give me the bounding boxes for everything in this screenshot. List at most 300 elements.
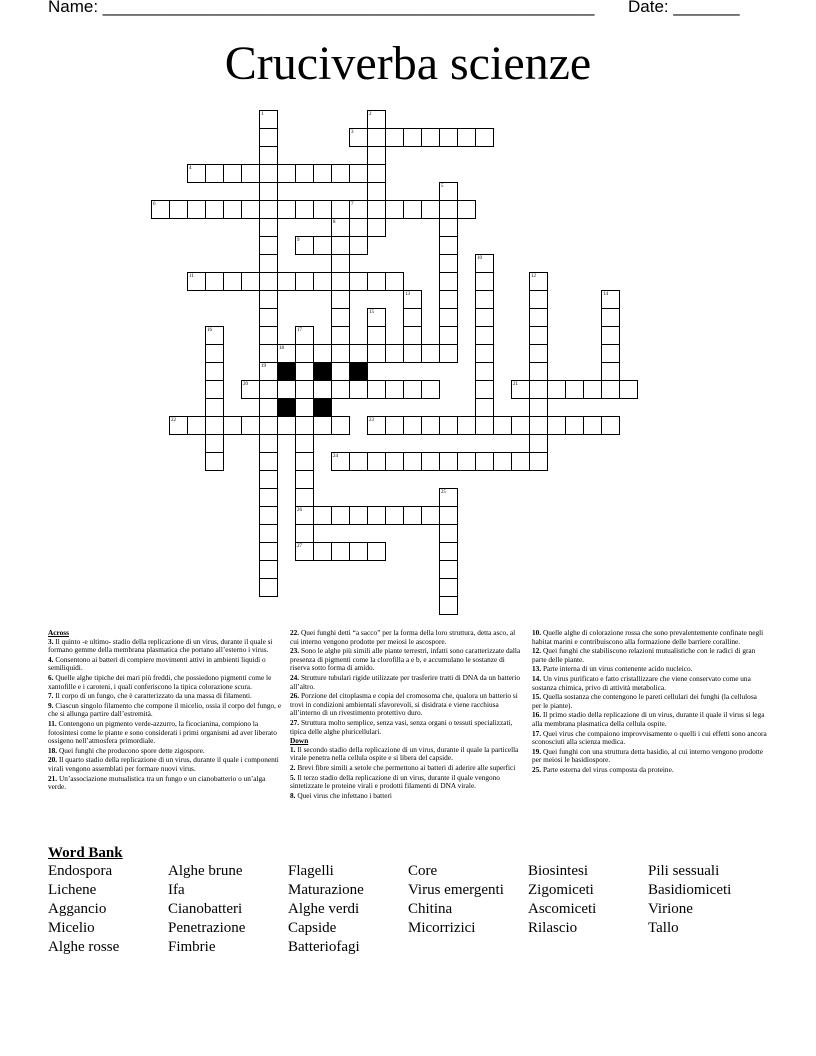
- grid-cell[interactable]: [349, 452, 368, 471]
- clue-number: 21: [513, 382, 518, 387]
- grid-cell[interactable]: [439, 542, 458, 561]
- clues-column-2: [290, 629, 524, 801]
- grid-cell[interactable]: [547, 416, 566, 435]
- word-bank-item: Virione: [648, 901, 693, 917]
- grid-cell[interactable]: [385, 452, 404, 471]
- grid-cell[interactable]: [313, 236, 332, 255]
- grid-cell[interactable]: [259, 146, 278, 165]
- grid-cell[interactable]: [277, 380, 296, 399]
- clue-text: Struttura molto semplice, senza vasi, senza organi o tessuti specializzati, tipica delle alghe pluricellulari.: [290, 717, 513, 736]
- grid-cell[interactable]: [259, 218, 278, 237]
- grid-cell[interactable]: [223, 200, 242, 219]
- clue-number-label: 19.: [532, 746, 542, 756]
- grid-cell[interactable]: [421, 128, 440, 147]
- grid-cell[interactable]: [205, 452, 224, 471]
- grid-cell[interactable]: [349, 344, 368, 363]
- grid-cell[interactable]: [349, 272, 368, 291]
- grid-cell[interactable]: [457, 416, 476, 435]
- grid-cell[interactable]: [205, 164, 224, 183]
- clue-number: 4: [189, 166, 192, 171]
- word-bank-title: Word Bank: [48, 845, 123, 861]
- grid-cell[interactable]: [439, 236, 458, 255]
- word-bank-item: Basidiomiceti: [648, 882, 732, 898]
- grid-cell[interactable]: [601, 326, 620, 345]
- clue-number-label: 13.: [532, 664, 542, 674]
- black-cell: [313, 398, 332, 417]
- grid-cell[interactable]: [439, 272, 458, 291]
- grid-cell[interactable]: [403, 200, 422, 219]
- grid-cell[interactable]: [295, 164, 314, 183]
- clue-item: [290, 746, 524, 763]
- grid-cell[interactable]: [331, 362, 350, 381]
- grid-cell[interactable]: [385, 344, 404, 363]
- clue-text: Il primo stadio della replicazione di un virus, durante il quale il virus si lega alla membrana plasmatica della cellula ospite.: [532, 710, 765, 728]
- grid-cell[interactable]: [349, 236, 368, 255]
- grid-cell[interactable]: [331, 344, 350, 363]
- grid-cell[interactable]: [403, 380, 422, 399]
- grid-cell[interactable]: [421, 344, 440, 363]
- grid-cell[interactable]: [259, 128, 278, 147]
- clue-number: 23: [369, 418, 374, 423]
- grid-cell[interactable]: [367, 272, 386, 291]
- clue-text: Quei virus che infettano i batteri: [297, 790, 392, 800]
- grid-cell[interactable]: [475, 416, 494, 435]
- grid-cell[interactable]: [259, 560, 278, 579]
- grid-cell[interactable]: [331, 326, 350, 345]
- grid-cell[interactable]: [205, 398, 224, 417]
- grid-cell[interactable]: [367, 452, 386, 471]
- grid-cell[interactable]: [223, 272, 242, 291]
- clue-number-label: 17.: [532, 728, 542, 738]
- word-bank-item: Ascomiceti: [528, 901, 597, 917]
- clue-number-label: 4.: [48, 654, 54, 664]
- clue-number: 17: [297, 328, 302, 333]
- word-bank-item: Zigomiceti: [528, 882, 594, 898]
- grid-cell[interactable]: [439, 344, 458, 363]
- grid-cell[interactable]: [295, 380, 314, 399]
- clue-item: [532, 693, 768, 710]
- clue-text: Parte interna di un virus contenente acido nucleico.: [542, 664, 693, 674]
- grid-cell[interactable]: [259, 398, 278, 417]
- word-bank-item: Fimbrie: [168, 939, 216, 955]
- clue-number: 9: [297, 238, 300, 243]
- clue-number-label: 5.: [290, 772, 296, 782]
- clue-text: Brevi fibre simili a setole che permettono ai batteri di aderire alle superfici: [297, 762, 516, 772]
- grid-cell[interactable]: [241, 416, 260, 435]
- grid-cell[interactable]: [259, 524, 278, 543]
- word-bank-item: Ifa: [168, 882, 185, 898]
- grid-cell[interactable]: [475, 128, 494, 147]
- date-field-label: Date: _______: [628, 0, 740, 16]
- clue-text: Sono le alghe più simili alle piante terrestri, infatti sono caratterizzate dalla presenza di pigmenti come la clorofilla a e b, e accumulano le sostanze di riserva sotto forma di amido.: [290, 646, 521, 673]
- grid-cell[interactable]: [313, 380, 332, 399]
- clue-item: [532, 748, 768, 765]
- grid-cell[interactable]: [529, 416, 548, 435]
- grid-cell[interactable]: [601, 380, 620, 399]
- grid-cell[interactable]: [565, 380, 584, 399]
- grid-cell[interactable]: [439, 524, 458, 543]
- clue-number-label: 26.: [290, 691, 300, 701]
- clue-item: [532, 629, 768, 646]
- black-cell: [313, 362, 332, 381]
- clue-number-label: 27.: [290, 717, 300, 727]
- clue-number: 13: [405, 292, 410, 297]
- grid-cell[interactable]: [259, 326, 278, 345]
- grid-cell[interactable]: [367, 542, 386, 561]
- grid-cell[interactable]: [259, 416, 278, 435]
- clue-text: Strutture tubulari rigide utilizzate per trasferire tratti di DNA da un batterio all’altro.: [290, 672, 520, 691]
- clue-text: Quelle alghe tipiche dei mari più freddi, che possiedono pigmenti come le xantofille e i caroteni, i quali conferiscono la tipica colorazione scura.: [48, 672, 272, 691]
- grid-cell[interactable]: [529, 326, 548, 345]
- grid-cell[interactable]: [331, 416, 350, 435]
- word-bank-item: Batteriofagi: [288, 939, 360, 955]
- grid-cell[interactable]: [277, 200, 296, 219]
- grid-cell[interactable]: [295, 452, 314, 471]
- grid-cell[interactable]: [529, 344, 548, 363]
- grid-cell[interactable]: [475, 398, 494, 417]
- grid-cell[interactable]: [259, 470, 278, 489]
- grid-cell[interactable]: [619, 380, 638, 399]
- grid-cell[interactable]: [439, 578, 458, 597]
- grid-cell[interactable]: [421, 506, 440, 525]
- clue-text: Un’associazione mutualistica tra un fungo e un cianobatterio o un’alga verde.: [48, 773, 266, 792]
- name-field-label: Name: ____________________________________________________: [48, 0, 595, 16]
- grid-cell[interactable]: [439, 560, 458, 579]
- clue-text: Il quinto -e ultimo- stadio della replicazione di un virus, durante il quale si formano gemme della membrana plasmatica che portano all’esterno i virus.: [48, 636, 273, 655]
- grid-cell[interactable]: [439, 200, 458, 219]
- grid-cell[interactable]: [295, 488, 314, 507]
- clue-item: [532, 665, 768, 674]
- grid-cell[interactable]: [385, 380, 404, 399]
- grid-cell[interactable]: [403, 308, 422, 327]
- clue-item: [290, 629, 524, 646]
- word-bank-item: Penetrazione: [168, 920, 246, 936]
- clue-item: [532, 711, 768, 728]
- grid-cell[interactable]: [601, 362, 620, 381]
- grid-cell[interactable]: [385, 272, 404, 291]
- clue-number: 15: [369, 310, 374, 315]
- grid-cell[interactable]: [169, 200, 188, 219]
- grid-cell[interactable]: [331, 272, 350, 291]
- grid-cell[interactable]: [259, 200, 278, 219]
- grid-cell[interactable]: [259, 308, 278, 327]
- grid-cell[interactable]: [313, 416, 332, 435]
- word-bank-item: Cianobatteri: [168, 901, 243, 917]
- clue-item: [290, 774, 524, 791]
- grid-cell[interactable]: [331, 200, 350, 219]
- grid-cell[interactable]: [583, 416, 602, 435]
- word-bank-item: Rilascio: [528, 920, 578, 936]
- grid-cell[interactable]: [259, 290, 278, 309]
- grid-cell[interactable]: [187, 416, 206, 435]
- grid-cell[interactable]: [403, 452, 422, 471]
- grid-cell[interactable]: [295, 416, 314, 435]
- clue-text: Porzione del citoplasma e copia del cromosoma che, qualora un batterio si trovi in condizioni ambientali sfavorevoli, si disidrata e viene racchiusa all’interno di un rivestimento protettivo duro.: [290, 691, 518, 718]
- grid-cell[interactable]: [529, 434, 548, 453]
- grid-cell[interactable]: [475, 272, 494, 291]
- grid-cell[interactable]: [475, 326, 494, 345]
- clue-number: 20: [243, 382, 248, 387]
- grid-cell[interactable]: [295, 398, 314, 417]
- grid-cell[interactable]: [331, 254, 350, 273]
- grid-cell[interactable]: [367, 326, 386, 345]
- grid-cell[interactable]: [457, 128, 476, 147]
- clue-item: [48, 638, 282, 655]
- grid-cell[interactable]: [475, 362, 494, 381]
- clue-text: Quei funghi con una struttura detta basidio, al cui interno vengono prodotte per meiosi le basidiospore.: [532, 746, 764, 765]
- clue-number: 24: [333, 454, 338, 459]
- clue-number-label: 1.: [290, 744, 296, 754]
- grid-cell[interactable]: [331, 308, 350, 327]
- clue-text: Parte esterna del virus composta da proteine.: [542, 764, 674, 774]
- grid-cell[interactable]: [205, 344, 224, 363]
- grid-cell[interactable]: [295, 434, 314, 453]
- grid-cell[interactable]: [475, 380, 494, 399]
- clue-text: Il quarto stadio della replicazione di un virus, durante il quale i componenti virali vengono assemblati per formare nuovi virus.: [48, 755, 279, 773]
- grid-cell[interactable]: [583, 380, 602, 399]
- clue-item: [48, 692, 282, 701]
- clue-item: [290, 647, 524, 673]
- grid-cell[interactable]: [439, 326, 458, 345]
- clue-number: 1: [261, 112, 264, 117]
- grid-cell[interactable]: [187, 200, 206, 219]
- clue-number-label: 21.: [48, 773, 58, 783]
- grid-cell[interactable]: [493, 416, 512, 435]
- grid-cell[interactable]: [259, 452, 278, 471]
- clue-item: [290, 719, 524, 736]
- grid-cell[interactable]: [547, 380, 566, 399]
- clue-number: 19: [261, 364, 266, 369]
- page-title: Cruciverba scienze: [224, 37, 592, 90]
- word-bank-item: Flagelli: [288, 863, 334, 879]
- grid-cell[interactable]: [439, 416, 458, 435]
- grid-cell[interactable]: [205, 272, 224, 291]
- grid-cell[interactable]: [439, 506, 458, 525]
- grid-cell[interactable]: [367, 146, 386, 165]
- grid-cell[interactable]: [385, 128, 404, 147]
- grid-cell[interactable]: [439, 308, 458, 327]
- grid-cell[interactable]: [529, 290, 548, 309]
- clue-number-label: 15.: [532, 692, 542, 702]
- word-bank-item: Biosintesi: [528, 863, 589, 879]
- clue-number: 2: [369, 112, 372, 117]
- clue-number-label: 16.: [532, 710, 542, 720]
- grid-cell[interactable]: [403, 416, 422, 435]
- grid-cell[interactable]: [295, 272, 314, 291]
- grid-cell[interactable]: [457, 200, 476, 219]
- clue-item: [48, 720, 282, 746]
- across-clues-column-1: [48, 629, 282, 793]
- clue-text: Quelle alghe di colorazione rossa che sono prevalentemente confinate negli habitat marini e contribuiscono alla formazione delle barriere coralline.: [532, 628, 764, 646]
- clue-text: Il corpo di un fungo, che è caratterizzato da una massa di filamenti.: [55, 691, 252, 701]
- grid-cell[interactable]: [529, 452, 548, 471]
- word-bank-item: Capside: [288, 920, 337, 936]
- grid-cell[interactable]: [313, 200, 332, 219]
- clue-number-label: 24.: [290, 672, 300, 682]
- grid-cell[interactable]: [223, 164, 242, 183]
- clue-text: Contengono un pigmento verde-azzurro, la ficocianina, compiono la fotosintesi come le piante e sono considerati i primi organismi ad aver liberato ossigeno nell’atmosfera primordiale.: [48, 718, 277, 746]
- clue-number: 3: [351, 130, 354, 135]
- grid-cell[interactable]: [295, 362, 314, 381]
- clue-item: [532, 675, 768, 692]
- clue-item: [48, 674, 282, 691]
- grid-cell[interactable]: [421, 416, 440, 435]
- grid-cell[interactable]: [529, 362, 548, 381]
- grid-cell[interactable]: [295, 200, 314, 219]
- grid-cell[interactable]: [205, 416, 224, 435]
- grid-cell[interactable]: [223, 416, 242, 435]
- grid-cell[interactable]: [439, 254, 458, 273]
- word-bank-item: Micorrizici: [408, 920, 476, 936]
- clue-number-label: 18.: [48, 745, 58, 755]
- clue-number: 6: [153, 202, 156, 207]
- grid-cell[interactable]: [331, 380, 350, 399]
- down-clues-column-3: [532, 629, 768, 776]
- grid-cell[interactable]: [313, 542, 332, 561]
- grid-cell[interactable]: [403, 128, 422, 147]
- grid-cell[interactable]: [331, 164, 350, 183]
- clue-number: 22: [171, 418, 176, 423]
- grid-cell[interactable]: [367, 182, 386, 201]
- grid-cell[interactable]: [475, 452, 494, 471]
- grid-cell[interactable]: [259, 272, 278, 291]
- grid-cell[interactable]: [295, 344, 314, 363]
- clue-item: [48, 656, 282, 673]
- grid-cell[interactable]: [367, 380, 386, 399]
- grid-cell[interactable]: [439, 596, 458, 615]
- grid-cell[interactable]: [475, 308, 494, 327]
- grid-cell[interactable]: [331, 236, 350, 255]
- grid-cell[interactable]: [385, 416, 404, 435]
- grid-cell[interactable]: [259, 236, 278, 255]
- clue-number-label: 3.: [48, 636, 54, 646]
- grid-cell[interactable]: [529, 398, 548, 417]
- grid-cell[interactable]: [259, 506, 278, 525]
- clue-number: 11: [189, 274, 194, 279]
- word-bank-item: Virus emergenti: [408, 882, 504, 898]
- grid-cell[interactable]: [259, 254, 278, 273]
- grid-cell[interactable]: [259, 344, 278, 363]
- grid-cell[interactable]: [313, 506, 332, 525]
- grid-cell[interactable]: [439, 290, 458, 309]
- grid-cell[interactable]: [601, 308, 620, 327]
- clue-number: 27: [297, 544, 302, 549]
- clue-number-label: 14.: [532, 673, 542, 683]
- grid-cell[interactable]: [295, 470, 314, 489]
- grid-cell[interactable]: [367, 344, 386, 363]
- grid-cell[interactable]: [349, 164, 368, 183]
- grid-cell[interactable]: [259, 488, 278, 507]
- grid-cell[interactable]: [349, 506, 368, 525]
- grid-cell[interactable]: [529, 308, 548, 327]
- grid-cell[interactable]: [529, 380, 548, 399]
- clue-item: [290, 792, 524, 801]
- grid-cell[interactable]: [565, 416, 584, 435]
- grid-cell[interactable]: [349, 542, 368, 561]
- grid-cell[interactable]: [403, 344, 422, 363]
- grid-cell[interactable]: [601, 344, 620, 363]
- grid-cell[interactable]: [367, 506, 386, 525]
- grid-cell[interactable]: [277, 164, 296, 183]
- word-bank-item: Tallo: [648, 920, 679, 936]
- grid-cell[interactable]: [385, 200, 404, 219]
- grid-cell[interactable]: [367, 128, 386, 147]
- down-heading: Down: [290, 736, 309, 746]
- clue-text: Il secondo stadio della replicazione di un virus, durante il quale la particella virale penetra nella cellula ospite e si libera del capside.: [290, 744, 519, 763]
- grid-cell[interactable]: [421, 200, 440, 219]
- grid-cell[interactable]: [205, 362, 224, 381]
- clue-text: Quei funghi detti “a sacco” per la forma della loro struttura, detta asco, al cui interno vengono prodotte per meiosi le ascospore.: [290, 628, 516, 646]
- grid-cell[interactable]: [259, 542, 278, 561]
- grid-cell[interactable]: [295, 524, 314, 543]
- grid-cell[interactable]: [367, 200, 386, 219]
- grid-cell[interactable]: [367, 218, 386, 237]
- clue-item: [48, 756, 282, 773]
- grid-cell[interactable]: [313, 272, 332, 291]
- grid-cell[interactable]: [331, 506, 350, 525]
- grid-cell[interactable]: [313, 344, 332, 363]
- grid-cell[interactable]: [601, 416, 620, 435]
- grid-cell[interactable]: [475, 344, 494, 363]
- clue-text: Quella sostanza che contengono le pareti cellulari dei funghi (la cellulosa per le piante).: [532, 692, 757, 710]
- grid-cell[interactable]: [421, 380, 440, 399]
- grid-cell[interactable]: [475, 290, 494, 309]
- grid-cell[interactable]: [457, 452, 476, 471]
- grid-cell[interactable]: [331, 290, 350, 309]
- grid-cell[interactable]: [313, 164, 332, 183]
- grid-cell[interactable]: [349, 380, 368, 399]
- grid-cell[interactable]: [205, 200, 224, 219]
- clue-item: [48, 775, 282, 792]
- clue-text: Quei funghi che producono spore dette zigospore.: [58, 745, 205, 755]
- across-heading: Across: [48, 628, 69, 637]
- grid-cell[interactable]: [277, 272, 296, 291]
- grid-cell[interactable]: [439, 452, 458, 471]
- clue-number-label: 22.: [290, 628, 300, 637]
- clue-number-label: 25.: [532, 764, 542, 774]
- grid-cell[interactable]: [205, 380, 224, 399]
- grid-cell[interactable]: [493, 452, 512, 471]
- clue-number-label: 12.: [532, 646, 542, 656]
- clue-number-label: 23.: [290, 646, 300, 656]
- grid-cell[interactable]: [511, 416, 530, 435]
- grid-cell[interactable]: [403, 506, 422, 525]
- clue-item: [532, 647, 768, 664]
- grid-cell[interactable]: [259, 434, 278, 453]
- grid-cell[interactable]: [241, 200, 260, 219]
- grid-cell[interactable]: [241, 164, 260, 183]
- grid-cell[interactable]: [259, 164, 278, 183]
- grid-cell[interactable]: [421, 452, 440, 471]
- grid-cell[interactable]: [205, 434, 224, 453]
- grid-cell[interactable]: [367, 164, 386, 183]
- grid-cell[interactable]: [259, 182, 278, 201]
- clue-number: 16: [207, 328, 212, 333]
- grid-cell[interactable]: [241, 272, 260, 291]
- grid-cell[interactable]: [277, 416, 296, 435]
- grid-cell[interactable]: [403, 326, 422, 345]
- grid-cell[interactable]: [259, 380, 278, 399]
- grid-cell[interactable]: [439, 128, 458, 147]
- clue-item: [48, 702, 282, 719]
- clue-text: Il terzo stadio della replicazione di un virus, durante il quale vengono sintetizzate le proteine virali e prodotti filamenti di DNA virale.: [290, 772, 500, 791]
- grid-cell[interactable]: [385, 506, 404, 525]
- clue-number: 25: [441, 490, 446, 495]
- grid-cell[interactable]: [511, 452, 530, 471]
- grid-cell[interactable]: [331, 542, 350, 561]
- grid-cell[interactable]: [439, 218, 458, 237]
- grid-cell[interactable]: [259, 578, 278, 597]
